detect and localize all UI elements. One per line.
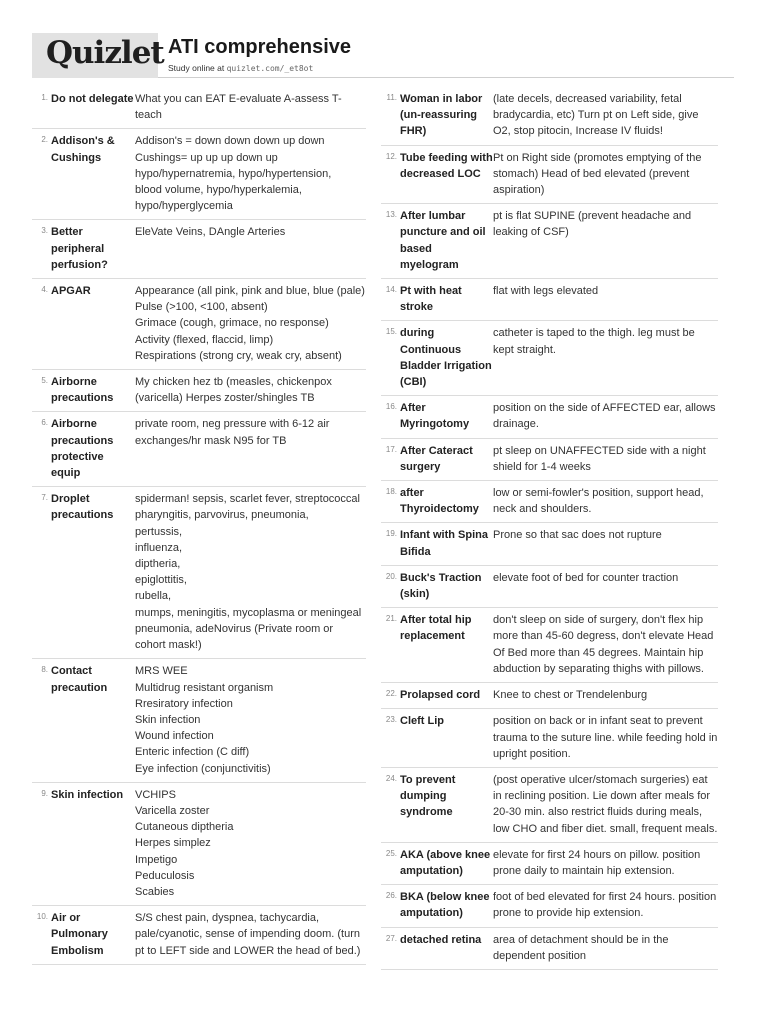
card-term: Skin infection xyxy=(51,788,124,801)
card-term: After Cateract surgery xyxy=(400,444,473,473)
card-term: Do not delegate xyxy=(51,93,134,105)
quizlet-logo[interactable] xyxy=(32,33,164,78)
card-term: BKA (below knee amputation) xyxy=(400,891,490,920)
card-number: 16. xyxy=(385,402,397,412)
card-row xyxy=(32,87,366,129)
page-header xyxy=(32,33,734,78)
card-term: Infant with Spina Bifida xyxy=(400,529,488,558)
card-definition: pt is flat SUPINE (prevent headache and leaking of CSF) xyxy=(493,210,692,239)
card-row xyxy=(381,321,718,396)
card-row xyxy=(32,659,366,782)
card-definition: position on the side of AFFECTED ear, allows drainage. xyxy=(493,402,716,431)
card-number: 24. xyxy=(385,773,397,783)
card-term: Buck's Traction (skin) xyxy=(400,571,482,601)
card-row xyxy=(381,146,718,205)
card-row xyxy=(381,481,718,523)
card-definition: S/S chest pain, dyspnea, tachycardia, pale/cyanotic, sense of impending doom. (turn pt to LEFT side and LOWER the head of bed.) xyxy=(135,912,361,957)
card-row xyxy=(381,683,718,709)
card-definition: Pt on Right side (promotes emptying of the stomach) Head of bed elevated (prevent aspiration) xyxy=(493,151,702,197)
card-number: 4. xyxy=(41,285,48,295)
card-definition: area of detachment should be in the dependent position xyxy=(493,933,669,962)
card-definition: position on back or in infant seat to prevent trauma to the suture line. while feeding hold in upright position. xyxy=(493,715,718,760)
card-definition: Appearance (all pink, pink and blue, blue (pale) Pulse (>100, <100, absent) Grimace (cough, grimace, no response) Activity (flexed, flaccid, limp) Respirations (strong cry, weak cry, absent) xyxy=(135,285,365,362)
card-definition: MRS WEE Multidrug resistant organism Rresiratory infection Skin infection Wound infection Enteric infection (C diff) Eye infection (conjunctivitis) xyxy=(135,665,274,775)
card-term: Cleft Lip xyxy=(400,715,444,728)
card-term: Addison's & Cushings xyxy=(51,135,115,164)
card-number: 26. xyxy=(385,891,397,901)
card-term: To prevent dumping syndrome xyxy=(400,773,456,819)
card-row xyxy=(32,783,366,906)
card-number: 12. xyxy=(385,151,397,161)
card-definition: Prone so that sac does not rupture xyxy=(493,529,662,542)
card-number: 18. xyxy=(385,487,397,497)
card-row xyxy=(381,885,718,927)
card-number: 23. xyxy=(385,715,397,725)
card-row xyxy=(32,129,366,220)
card-definition: foot of bed elevated for first 24 hours. position prone to provide hip extension. xyxy=(493,891,717,920)
study-online-line xyxy=(168,63,313,73)
card-definition: EleVate Veins, DAngle Arteries xyxy=(135,226,286,239)
card-row xyxy=(32,412,366,487)
card-number: 20. xyxy=(385,571,397,581)
card-definition: pt sleep on UNAFFECTED side with a night shield for 1-4 weeks xyxy=(493,444,706,473)
page-title: ATI comprehensive xyxy=(168,36,352,58)
card-definition: elevate foot of bed for counter traction xyxy=(493,571,679,584)
card-definition: (post operative ulcer/stomach surgeries) eat in reclining position. Lie down after meals for 20-30 min. also restrict fluids during meals, low CHO and fiber diet. small, frequent meals. xyxy=(493,773,718,835)
card-number: 1. xyxy=(41,93,48,102)
card-number: 11. xyxy=(386,93,397,102)
study-online-label: Study online at xyxy=(168,63,225,73)
card-term: After lumbar puncture and oil based myelogram xyxy=(400,210,486,271)
card-definition: elevate for first 24 hours on pillow. position prone daily to maintain hip extension. xyxy=(493,848,701,877)
card-term: Tube feeding with decreased LOC xyxy=(400,151,493,180)
card-row xyxy=(381,709,718,768)
right-card-column xyxy=(381,87,718,970)
card-definition: Addison's = down down down up down Cushings= up up up down up hypo/hypernatremia, hypo/hypertension, blood volume, hypo/hyperkalemia, hypo/hyperglycemia xyxy=(135,135,332,213)
card-number: 8. xyxy=(41,665,48,675)
card-term: Pt with heat stroke xyxy=(400,285,462,314)
card-definition: low or semi-fowler's position, support head, neck and shoulders. xyxy=(493,487,704,516)
card-term: APGAR xyxy=(51,285,91,298)
card-number: 17. xyxy=(385,444,397,454)
card-row xyxy=(32,906,366,965)
card-term: Woman in labor (un-reassuring FHR) xyxy=(400,93,483,138)
card-number: 25. xyxy=(385,848,397,858)
study-url-link[interactable]: quizlet.com/_et8ot xyxy=(226,64,314,73)
card-number: 7. xyxy=(41,493,48,503)
card-row xyxy=(381,523,718,565)
card-number: 19. xyxy=(385,529,397,539)
card-row xyxy=(381,768,718,843)
card-row xyxy=(381,928,718,970)
card-row xyxy=(32,220,366,279)
card-number: 6. xyxy=(41,418,48,428)
card-term: Droplet precautions xyxy=(51,493,114,522)
card-term: Contact precaution xyxy=(51,665,108,694)
card-definition: spiderman! sepsis, scarlet fever, streptococcal pharyngitis, parvovirus, pneumonia, pertussis, influenza, diptheria, epiglottitis, rubella, mumps, meningitis, mycoplasma or meningeal pneumonia, adeNovirus (Private room or cohort mask!) xyxy=(135,493,362,652)
card-row xyxy=(381,608,718,683)
card-row xyxy=(381,566,718,608)
card-term: After total hip replacement xyxy=(400,614,472,643)
card-definition: private room, neg pressure with 6-12 air exchanges/hr mask N95 for TB xyxy=(135,418,330,447)
card-term: Airborne precautions protective equip xyxy=(51,418,114,480)
logo-text: Quizlet xyxy=(46,35,164,71)
card-row xyxy=(32,370,366,412)
card-definition: VCHIPS Varicella zoster Cutaneous diptheria Herpes simplez Impetigo Peduculosis Scabies xyxy=(135,788,234,898)
card-definition: catheter is taped to the thigh. leg must be kept straight. xyxy=(493,327,695,356)
card-row xyxy=(32,279,366,370)
card-row xyxy=(381,204,718,279)
header-divider xyxy=(158,77,734,78)
card-number: 13. xyxy=(385,210,397,220)
left-card-column xyxy=(32,87,366,965)
card-row xyxy=(32,487,366,659)
card-definition: don't sleep on side of surgery, don't flex hip more than 45-60 degress, don't elevate Head Of Bed more than 45 degrees. Maintain hip abduction by separating thighs with pillows. xyxy=(493,614,714,675)
card-number: 5. xyxy=(41,376,48,386)
card-definition: flat with legs elevated xyxy=(493,285,599,298)
card-number: 15. xyxy=(385,327,397,337)
card-number: 14. xyxy=(385,285,397,295)
card-definition: My chicken hez tb (measles, chickenpox (varicella) Herpes zoster/shingles TB xyxy=(135,376,332,405)
card-number: 9. xyxy=(41,788,48,798)
card-number: 10. xyxy=(36,912,48,922)
card-row xyxy=(381,843,718,885)
card-number: 27. xyxy=(385,933,397,943)
card-row xyxy=(381,396,718,438)
card-row xyxy=(381,279,718,321)
card-term: AKA (above knee amputation) xyxy=(400,848,491,877)
card-number: 3. xyxy=(41,226,48,236)
card-term: Better peripheral perfusion? xyxy=(51,226,108,271)
card-definition: What you can EAT E-evaluate A-assess T-teach xyxy=(135,93,342,122)
card-number: 2. xyxy=(41,135,48,145)
card-row xyxy=(381,439,718,481)
card-term: Prolapsed cord xyxy=(400,689,481,702)
card-term: After Myringotomy xyxy=(400,402,470,431)
card-definition: Knee to chest or Trendelenburg xyxy=(493,689,648,702)
card-term: Airborne precautions xyxy=(51,376,114,405)
card-term: during Continuous Bladder Irrigation (CBI) xyxy=(400,327,492,389)
card-term: after Thyroidectomy xyxy=(400,487,479,516)
card-term: Air or Pulmonary Embolism xyxy=(51,912,108,957)
card-number: 21. xyxy=(385,614,397,624)
card-definition: (late decels, decreased variability, fetal bradycardia, etc) Turn pt on Left side, give O2, stop pitocin, Increase IV fluids! xyxy=(493,93,699,138)
card-term: detached retina xyxy=(400,933,482,946)
card-number: 22. xyxy=(385,689,397,699)
card-row xyxy=(381,87,718,146)
